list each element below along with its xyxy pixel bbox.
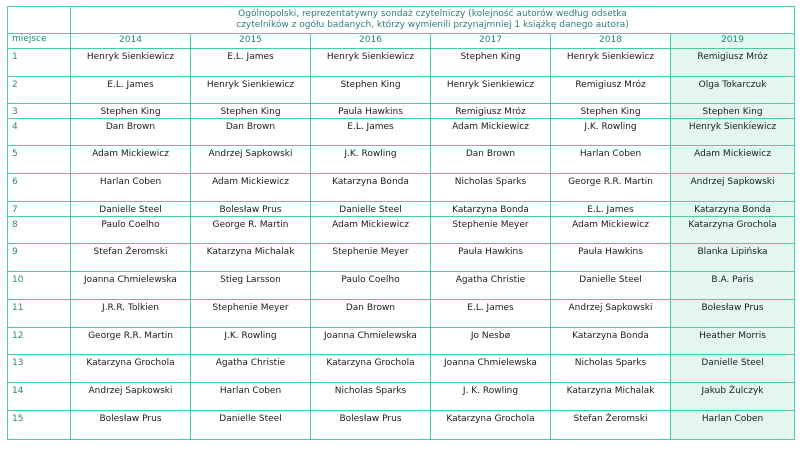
author-cell: Agatha Christie: [191, 355, 311, 383]
author-cell: Adam Mickiewicz: [431, 119, 551, 146]
author-cell: Paula Hawkins: [311, 104, 431, 119]
table-row: [8, 244, 795, 272]
author-cell: Stefan Żeromski: [551, 411, 671, 440]
author-cell: Stephen King: [431, 49, 551, 77]
year-header-2017: 2017: [431, 34, 551, 49]
author-cell: Henryk Sienkiewicz: [671, 119, 795, 146]
author-cell: E.L. James: [431, 300, 551, 328]
author-cell: Adam Mickiewicz: [71, 146, 191, 174]
rank-cell: 7: [8, 202, 71, 217]
table-title: [71, 7, 795, 34]
author-cell: Katarzyna Bonda: [671, 202, 795, 217]
table-row: [8, 49, 795, 77]
author-cell: Stephen King: [311, 77, 431, 104]
author-cell: Agatha Christie: [431, 272, 551, 300]
rank-cell: 5: [8, 146, 71, 174]
author-cell: J.K. Rowling: [191, 328, 311, 355]
rank-cell: 15: [8, 411, 71, 440]
author-cell: Adam Mickiewicz: [671, 146, 795, 174]
author-cell: Remigiusz Mróz: [671, 49, 795, 77]
author-cell: Bolesław Prus: [191, 202, 311, 217]
author-cell: George R.R. Martin: [551, 174, 671, 202]
author-cell: George R.R. Martin: [71, 328, 191, 355]
table-title-line-2: czytelników z ogółu badanych, którzy wymienili przynajmniej 1 książkę danego autora): [236, 20, 629, 30]
table-row: [8, 202, 795, 217]
author-cell: J.K. Rowling: [551, 119, 671, 146]
rank-cell: 14: [8, 383, 71, 411]
year-header-2016: 2016: [311, 34, 431, 49]
year-header-row: [8, 34, 795, 49]
author-cell: Bolesław Prus: [311, 411, 431, 440]
author-cell: B.A. Paris: [671, 272, 795, 300]
table-row: [8, 174, 795, 202]
author-cell: Andrzej Sapkowski: [71, 383, 191, 411]
author-cell: Katarzyna Michalak: [551, 383, 671, 411]
author-cell: E.L. James: [551, 202, 671, 217]
author-cell: Andrzej Sapkowski: [551, 300, 671, 328]
author-cell: Harlan Coben: [671, 411, 795, 440]
author-cell: Stieg Larsson: [191, 272, 311, 300]
author-cell: Stephen King: [191, 104, 311, 119]
year-header-2018: 2018: [551, 34, 671, 49]
rank-cell: 11: [8, 300, 71, 328]
author-cell: Danielle Steel: [191, 411, 311, 440]
table-title-row: [8, 7, 795, 34]
author-cell: Nicholas Sparks: [311, 383, 431, 411]
rank-cell: 8: [8, 217, 71, 244]
author-cell: J.K. Rowling: [311, 146, 431, 174]
author-cell: Henryk Sienkiewicz: [431, 77, 551, 104]
author-cell: Andrzej Sapkowski: [671, 174, 795, 202]
author-cell: Remigiusz Mróz: [551, 77, 671, 104]
rank-cell: 9: [8, 244, 71, 272]
author-cell: Harlan Coben: [71, 174, 191, 202]
author-cell: Paula Hawkins: [431, 244, 551, 272]
author-cell: Adam Mickiewicz: [191, 174, 311, 202]
author-cell: Heather Morris: [671, 328, 795, 355]
author-cell: Henryk Sienkiewicz: [191, 77, 311, 104]
author-cell: Nicholas Sparks: [431, 174, 551, 202]
author-cell: Dan Brown: [191, 119, 311, 146]
rank-cell: 13: [8, 355, 71, 383]
author-cell: Katarzyna Grochola: [71, 355, 191, 383]
table-row: [8, 272, 795, 300]
author-cell: Bolesław Prus: [671, 300, 795, 328]
author-cell: Stephen King: [71, 104, 191, 119]
author-cell: Adam Mickiewicz: [551, 217, 671, 244]
table-row: [8, 383, 795, 411]
author-cell: Paulo Coelho: [71, 217, 191, 244]
rank-cell: 12: [8, 328, 71, 355]
ranking-table-container: [7, 6, 794, 440]
author-cell: Katarzyna Bonda: [551, 328, 671, 355]
author-cell: Danielle Steel: [311, 202, 431, 217]
author-cell: Danielle Steel: [551, 272, 671, 300]
author-cell: Henryk Sienkiewicz: [71, 49, 191, 77]
author-cell: Joanna Chmielewska: [431, 355, 551, 383]
author-cell: George R. Martin: [191, 217, 311, 244]
author-cell: Katarzyna Bonda: [311, 174, 431, 202]
author-cell: E.L. James: [191, 49, 311, 77]
author-cell: Adam Mickiewicz: [311, 217, 431, 244]
year-header-2015: 2015: [191, 34, 311, 49]
table-row: [8, 300, 795, 328]
table-row: [8, 328, 795, 355]
author-cell: Stephenie Meyer: [191, 300, 311, 328]
author-cell: Stephenie Meyer: [431, 217, 551, 244]
rank-cell: 4: [8, 119, 71, 146]
author-cell: Olga Tokarczuk: [671, 77, 795, 104]
author-cell: Katarzyna Michalak: [191, 244, 311, 272]
author-cell: Stephenie Meyer: [311, 244, 431, 272]
author-cell: E.L. James: [71, 77, 191, 104]
author-cell: Danielle Steel: [71, 202, 191, 217]
author-cell: Dan Brown: [71, 119, 191, 146]
author-cell: Joanna Chmielewska: [311, 328, 431, 355]
author-cell: Jakub Żulczyk: [671, 383, 795, 411]
author-cell: Katarzyna Grochola: [311, 355, 431, 383]
author-cell: Nicholas Sparks: [551, 355, 671, 383]
table-row: [8, 104, 795, 119]
author-cell: E.L. James: [311, 119, 431, 146]
author-cell: Stefan Żeromski: [71, 244, 191, 272]
authors-ranking-table: [7, 6, 795, 440]
author-cell: Stephen King: [551, 104, 671, 119]
table-title-line-1: Ogólnopolski, reprezentatywny sondaż czytelniczy (kolejność autorów według odsetka: [238, 9, 627, 19]
author-cell: Blanka Lipińska: [671, 244, 795, 272]
table-row: [8, 146, 795, 174]
author-cell: Paulo Coelho: [311, 272, 431, 300]
author-cell: J.R.R. Tolkien: [71, 300, 191, 328]
author-cell: Jo Nesbø: [431, 328, 551, 355]
author-cell: Henryk Sienkiewicz: [311, 49, 431, 77]
author-cell: J. K. Rowling: [431, 383, 551, 411]
author-cell: Paula Hawkins: [551, 244, 671, 272]
year-header-2019: 2019: [671, 34, 795, 49]
rank-cell: 10: [8, 272, 71, 300]
table-row: [8, 77, 795, 104]
year-header-2014: 2014: [71, 34, 191, 49]
rank-cell: 1: [8, 49, 71, 77]
author-cell: Danielle Steel: [671, 355, 795, 383]
author-cell: Dan Brown: [311, 300, 431, 328]
table-row: [8, 217, 795, 244]
table-row: [8, 119, 795, 146]
author-cell: Stephen King: [671, 104, 795, 119]
author-cell: Dan Brown: [431, 146, 551, 174]
author-cell: Harlan Coben: [551, 146, 671, 174]
author-cell: Remigiusz Mróz: [431, 104, 551, 119]
rank-cell: 6: [8, 174, 71, 202]
author-cell: Henryk Sienkiewicz: [551, 49, 671, 77]
author-cell: Joanna Chmielewska: [71, 272, 191, 300]
author-cell: Katarzyna Grochola: [431, 411, 551, 440]
author-cell: Katarzyna Grochola: [671, 217, 795, 244]
author-cell: Harlan Coben: [191, 383, 311, 411]
corner-cell: [8, 7, 71, 34]
table-row: [8, 355, 795, 383]
rank-cell: 2: [8, 77, 71, 104]
author-cell: Bolesław Prus: [71, 411, 191, 440]
table-row: [8, 411, 795, 440]
author-cell: Katarzyna Bonda: [431, 202, 551, 217]
rank-cell: 3: [8, 104, 71, 119]
rank-column-header: miejsce: [8, 34, 71, 49]
author-cell: Andrzej Sapkowski: [191, 146, 311, 174]
